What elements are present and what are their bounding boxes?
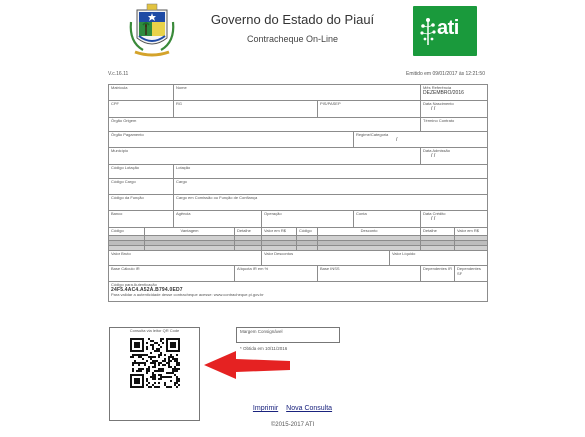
data-nascimento-field: Data Nascimento / / xyxy=(421,101,488,118)
municipio-field: Município xyxy=(109,148,421,165)
valor-bruto-field: Valor Bruto xyxy=(109,251,262,266)
orgao-pagamento-field: Órgão Pagamento xyxy=(109,132,354,148)
cargo-field: Cargo xyxy=(174,179,488,195)
emitted-timestamp: Emitido em 09/01/2017 às 12:21:50 xyxy=(406,71,485,77)
mes-referencia-field: Mês Referência DEZEMBRO/2016 xyxy=(421,85,488,101)
data-admissao-field: Data Admissão / / xyxy=(421,148,488,165)
vantagem-header: Vantagem xyxy=(145,228,235,236)
termino-contrato-field: Término Contrato xyxy=(421,118,488,132)
detalhe2-header: Detalhe xyxy=(421,228,455,236)
valor-rs-header: Valor em R$ xyxy=(262,228,297,236)
nova-consulta-link[interactable]: Nova Consulta xyxy=(286,405,333,412)
detalhe-header: Detalhe xyxy=(235,228,262,236)
data-credito-field: Data Crédito / / xyxy=(421,211,488,228)
nome-field: Nome xyxy=(174,85,421,101)
lotacao-field: Lotação xyxy=(174,165,488,179)
margem-consignavel-label: Margem Consignável xyxy=(240,329,283,334)
dependentes-sf-field: Dependentes SF xyxy=(455,266,488,282)
imprimir-link[interactable]: Imprimir xyxy=(252,405,279,412)
plant-icon xyxy=(418,15,438,47)
operacao-field: Operação xyxy=(262,211,354,228)
conta-field: Conta xyxy=(354,211,421,228)
codigo-funcao-field: Código da Função xyxy=(109,195,174,211)
ati-logo-text: ati xyxy=(437,17,459,39)
codigo-cargo-field: Código Cargo xyxy=(109,179,174,195)
autenticacao-field: Código para Autenticação 24F5.4AC4.A52A.B794.0ED7 Para validar a autenticidade desse contracheque acesse: www.contracheque.pi.gov.br xyxy=(109,282,488,302)
desconto-header: Desconto xyxy=(318,228,421,236)
banco-field: Banco xyxy=(109,211,174,228)
validation-note: Para validar a autenticidade desse contracheque acesse: www.contracheque.pi.gov.br xyxy=(111,292,264,298)
page-title: Governo do Estado do Piauí xyxy=(210,12,375,27)
copyright: ©2015-2017 ATI xyxy=(270,422,315,428)
valor-descontos-field: Valor Descontos xyxy=(262,251,390,266)
base-ir-field: Base Cálculo IR xyxy=(109,266,235,282)
mes-referencia-value: DEZEMBRO/2016 xyxy=(423,89,464,96)
regime-categoria-field: Regime/Categoria / xyxy=(354,132,488,148)
cargo-comissao-field: Cargo em Comissão ou Função de Confiança xyxy=(174,195,488,211)
authentication-code: 24F5.4AC4.A52A.B794.0ED7 xyxy=(111,286,183,293)
version-label: V.c.16.11 xyxy=(108,71,129,77)
margem-obtida-note: * Obtida em 10/11/2016 xyxy=(240,346,288,351)
agencia-field: Agência xyxy=(174,211,262,228)
valor-liquido-field: Valor Líquido xyxy=(390,251,488,266)
page-subtitle: Contracheque On-Line xyxy=(246,34,339,44)
valor-rs2-header: Valor em R$ xyxy=(455,228,488,236)
matricula-field: Matrícula xyxy=(109,85,174,101)
qr-code-label: Consulta via leitor QR Code xyxy=(129,328,180,333)
payslip-form xyxy=(108,84,488,302)
dependentes-ir-field: Dependentes IR xyxy=(421,266,455,282)
orgao-origem-field: Órgão Origem xyxy=(109,118,421,132)
rg-field: RG xyxy=(174,101,318,118)
qr-code-image xyxy=(130,338,180,393)
base-inss-field: Base INSS xyxy=(318,266,421,282)
ati-logo xyxy=(413,6,477,56)
aliquota-field: Alíquota IR em % xyxy=(235,266,318,282)
codigo-lotacao-field: Código Lotação xyxy=(109,165,174,179)
red-arrow-icon xyxy=(202,350,292,380)
codigo-header: Código xyxy=(109,228,145,236)
cpf-field: CPF xyxy=(109,101,174,118)
piaui-coat-of-arms xyxy=(127,2,177,62)
pis-field: PIS/PASEP xyxy=(318,101,421,118)
action-links xyxy=(0,405,585,412)
codigo2-header: Código xyxy=(297,228,318,236)
